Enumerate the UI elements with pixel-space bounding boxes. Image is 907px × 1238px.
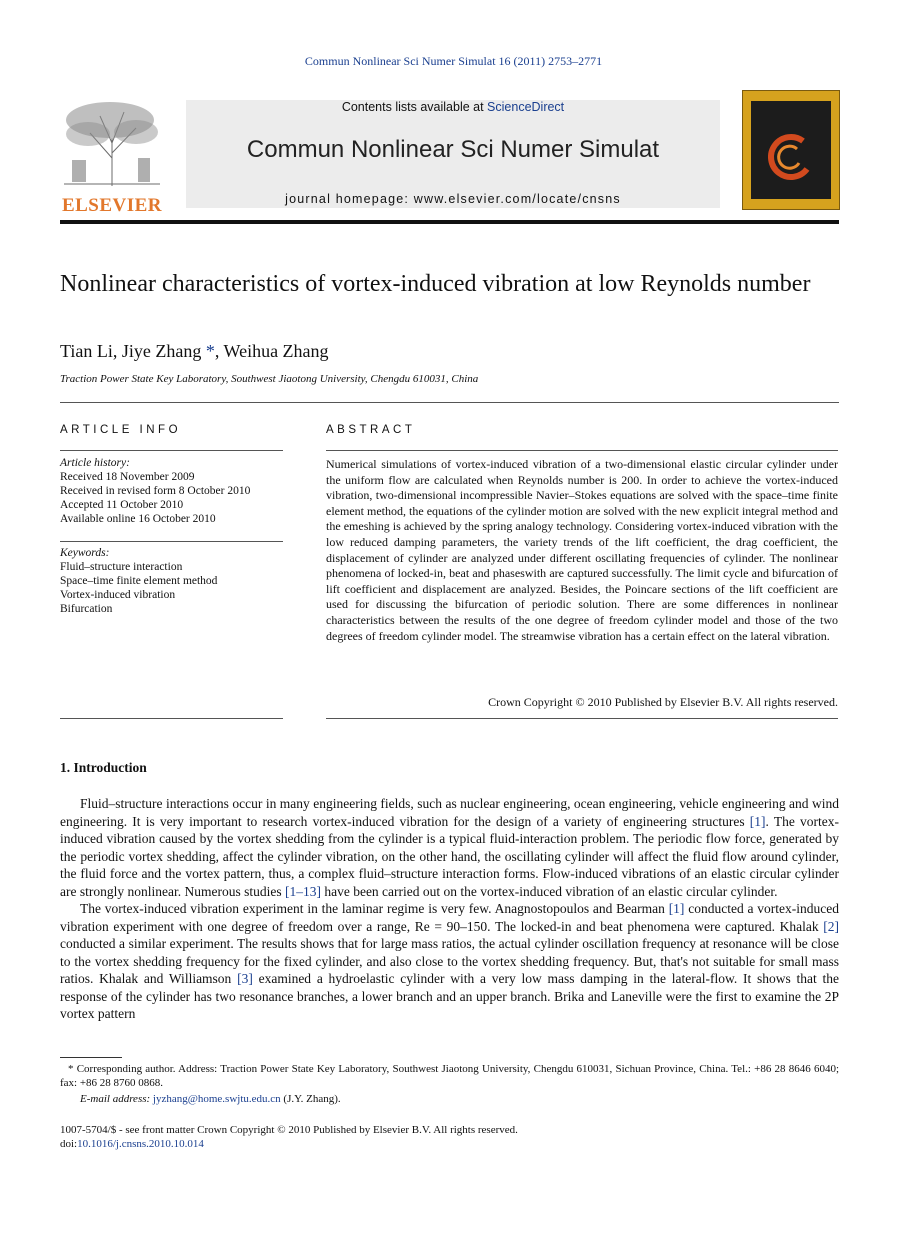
email-line <box>80 1092 341 1106</box>
article-history <box>60 456 283 526</box>
author-2: Jiye Zhang <box>121 341 202 361</box>
author-list: Tian Li, Jiye Zhang *, Weihua Zhang <box>60 341 329 361</box>
p2-text-a: The vortex-induced vibration experiment in the laminar regime is very few. Anagnostopoulos and Bearman <box>80 901 669 916</box>
p1-text-a: Fluid–structure interactions occur in many engineering fields, such as nuclear engineering, ocean engineering, vehicle engineering and wind engineering. It is very important to research vortex-induced vibration for the design of a variety of engineering structures <box>60 796 839 829</box>
contents-prefix: Contents lists available at <box>341 100 488 114</box>
abstract-rule <box>326 450 838 451</box>
issn-line: 1007-5704/$ - see front matter Crown Copyright © 2010 Published by Elsevier B.V. All rights reserved. <box>60 1124 518 1136</box>
corresponding-footnote <box>60 1062 839 1090</box>
homepage-prefix: journal homepage: <box>285 192 414 206</box>
p2-text-b: conducted a vortex-induced vibration experiment with one degree of freedom over a range, Re = 90–150. The locked-in and beat phenomena were captured. Khalak <box>60 901 840 934</box>
journal-citation[interactable]: Commun Nonlinear Sci Numer Simulat 16 (2011) 2753–2771 <box>304 54 603 68</box>
author-1: Tian Li <box>60 341 113 361</box>
ref-2[interactable]: [2] <box>823 918 839 934</box>
history-label: Article history: <box>60 457 130 469</box>
keyword-4: Bifurcation <box>60 603 113 615</box>
affiliation-rule <box>60 402 839 403</box>
article-info-bottom-rule <box>60 718 283 719</box>
keywords-rule <box>60 541 283 542</box>
elsevier-tree-icon <box>60 98 164 188</box>
abstract-bottom-rule <box>326 718 838 719</box>
elsevier-wordmark: ELSEVIER <box>61 195 163 216</box>
article-title: Nonlinear characteristics of vortex-induced vibration at low Reynolds number <box>60 271 811 297</box>
affiliation: Traction Power State Key Laboratory, Southwest Jiaotong University, Chengdu 610031, China <box>60 373 479 385</box>
doi-line <box>60 1137 204 1151</box>
keywords <box>60 546 283 616</box>
ref-1[interactable]: [1] <box>749 813 766 829</box>
elsevier-logo <box>60 98 164 216</box>
keyword-1: Fluid–structure interaction <box>60 561 183 573</box>
header-rule <box>60 220 839 224</box>
article-info-rule <box>60 450 283 451</box>
journal-homepage <box>186 192 720 206</box>
intro-paragraph-1 <box>60 795 839 1023</box>
p1-text-c: have been carried out on the vortex-induced vibration of an elastic circular cylinder. <box>320 883 778 899</box>
history-accepted: Accepted 11 October 2010 <box>60 499 184 511</box>
author-3: Weihua Zhang <box>223 341 329 361</box>
history-online: Available online 16 October 2010 <box>60 513 216 525</box>
keywords-label: Keywords: <box>60 547 110 559</box>
p2-text-d: examined a hydroelastic cylinder with a very low mass damping in the lateral-flow. It shows that the response of the cylinder has two resonance branches, a lower branch and an upper branch. Brika and Laneville were the first to examine the 2P vortex pattern <box>60 971 839 1021</box>
footnote-rule <box>60 1057 122 1058</box>
journal-name: Commun Nonlinear Sci Numer Simulat <box>246 136 660 163</box>
email-link[interactable]: jyzhang@home.swjtu.edu.cn <box>152 1093 281 1105</box>
sciencedirect-link[interactable]: ScienceDirect <box>487 100 565 114</box>
journal-cover-thumbnail <box>742 90 840 210</box>
corresponding-author-mark[interactable]: * <box>205 341 215 361</box>
keyword-2: Space–time finite element method <box>60 575 218 587</box>
email-label: E-mail address: <box>80 1093 151 1105</box>
section-heading-introduction: 1. Introduction <box>60 760 147 775</box>
abstract-text: Numerical simulations of vortex-induced vibration of a two-dimensional elastic circular cylinder under the uniform flow are calculated when Reynolds number is 200. In order to achieve the vortex-induced vibration, two-dimensional incompressible Navier–Stokes equations are solved with the space–time finite element method, the equations of the cylinder motion are solved with the new explicit integral method and the emeshing is achieved by the spring analogy technology. Considering vortex-induced vibration with the low reduced damping parameters, the variety trends of the lift coefficient, the drag coefficient, the displacement of cylinder are analyzed under different oscillating frequencies of cylinder. The nonlinear phenomena of locked-in, beat and phaseswith are captured successfully. The limit cycle and bifurcation of lift coefficient and displacement are analyzed. Besides, the Poincare sections of the lift coefficient are used for discussing the bifurcation of periodic solution. There are some differences in nonlinear characteristics between the results of the one degree of freedom cylinder model and those of the two degrees of freedom cylinder model. The streamwise vibration has a certain effect on the lateral vibration. <box>326 457 838 643</box>
keyword-3: Vortex-induced vibration <box>60 589 176 601</box>
doi-label: doi: <box>60 1138 78 1150</box>
abstract-heading: ABSTRACT <box>326 424 416 436</box>
contents-line <box>186 100 720 114</box>
article-info-heading: ARTICLE INFO <box>60 424 182 436</box>
abstract-copyright: Crown Copyright © 2010 Published by Elsevier B.V. All rights reserved. <box>488 695 838 709</box>
p2-text-c: conducted a similar experiment. The results shows that for large mass ratios, the actual cylinder oscillation frequency at resonance will be close to the vortex shedding frequency for the fixed cylinder, and also close to the vortex shedding frequency. But, that's not suitable for small mass ratios. Khalak and Williamson <box>60 936 839 986</box>
ref-1b[interactable]: [1] <box>668 901 685 916</box>
ref-3[interactable]: [3] <box>237 971 253 986</box>
cover-swirl-icon <box>763 129 819 185</box>
homepage-link[interactable]: www.elsevier.com/locate/cnsns <box>413 192 621 206</box>
footnote-text: Corresponding author. Address: Traction Power State Key Laboratory, Southwest Jiaotong University, Chengdu 610031, Sichuan Province, China. Tel.: +86 28 8646 6040; fax: +86 28 8760 0868. <box>60 1063 839 1089</box>
ref-1-13[interactable]: [1–13] <box>284 883 321 899</box>
history-received: Received 18 November 2009 <box>60 471 195 483</box>
history-revised: Received in revised form 8 October 2010 <box>60 485 251 497</box>
footnote-mark: * <box>68 1063 74 1075</box>
email-suffix: (J.Y. Zhang). <box>283 1093 341 1105</box>
doi-link[interactable]: 10.1016/j.cnsns.2010.10.014 <box>77 1138 204 1150</box>
p1-text-b: . The vortex-induced vibration caused by the vortex shedding from the cylinder is a typical fluid-interaction problem. The periodic flow force, generated by the periodic vortex shedding, affect the cylinder vibration, on the other hand, the oscillating cylinder will affect the fluid flow around cylinder, the fluid force and the vortex pattern, thus, a complex fluid–structure interaction forms. Flow-induced vibrations of an elastic circular cylinder are strongly nonlinear. Numerous studies <box>60 813 839 899</box>
